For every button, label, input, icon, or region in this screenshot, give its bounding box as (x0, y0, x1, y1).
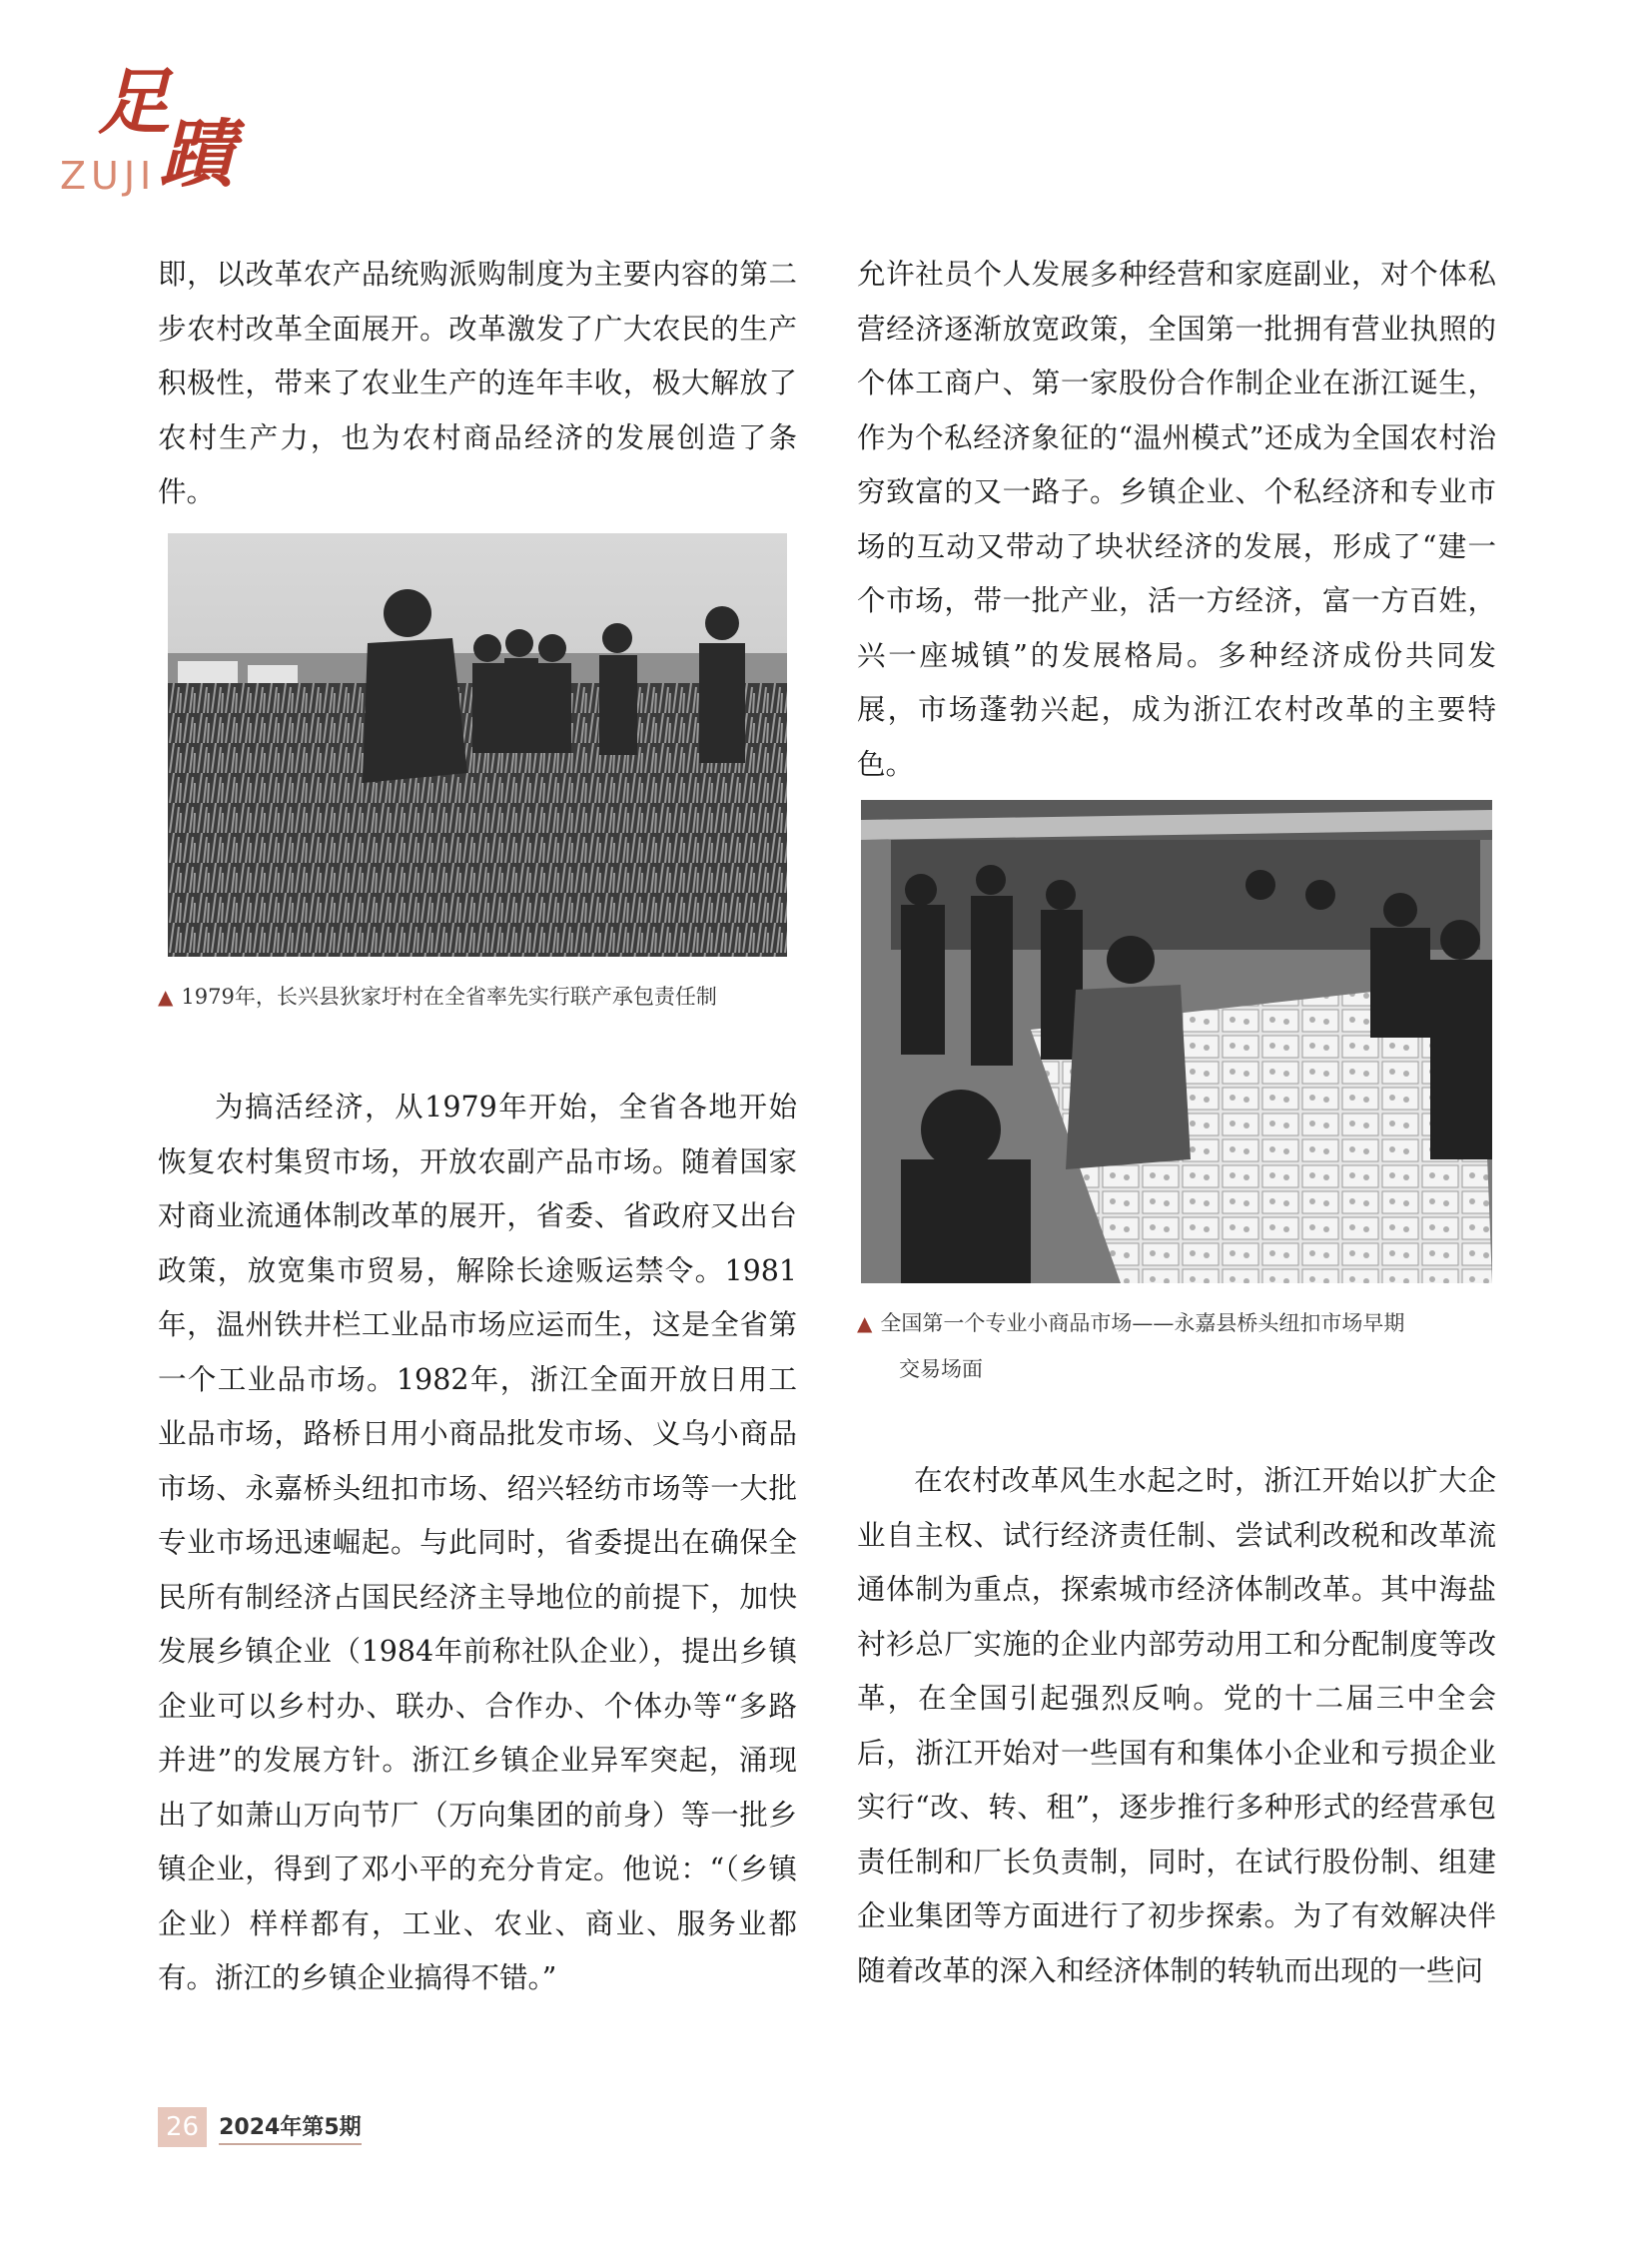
left-column-bottom-text (158, 1081, 797, 2006)
photo-farmers-in-field (168, 533, 787, 957)
photo-button-market (861, 800, 1492, 1283)
issue-label: 2024年第5期 (219, 2110, 362, 2145)
page-number: 26 (158, 2107, 207, 2147)
caption-text: 1979年，长兴县狄家圩村在全省率先实行联产承包责任制 (181, 985, 717, 1009)
left-column-top-text (158, 248, 797, 520)
triangle-marker-icon: ▲ (158, 985, 174, 1009)
paragraph: 即，以改革农产品统购派购制度为主要内容的第二步农村改革全面展开。改革激发了广大农民的生产积极性，带来了农业生产的连年丰收，极大解放了农村生产力，也为农村商品经济的发展创造了条件。 (158, 258, 797, 508)
page-footer (158, 2107, 362, 2147)
triangle-marker-icon: ▲ (857, 1311, 873, 1335)
right-column-bottom-text (857, 1454, 1496, 1998)
logo-char-2: 蹟 (160, 112, 234, 198)
paragraph: 允许社员个人发展多种经营和家庭副业，对个体私营经济逐渐放宽政策，全国第一批拥有营业执照的个体工商户、第一家股份合作制企业在浙江诞生，作为个私经济象征的“温州模式”还成为全国农村治穷致富的又一路子。乡镇企业、个私经济和专业市场的互动又带动了块状经济的发展，形成了“建一个市场，带一批产业，活一方经济，富一方百姓，兴一座城镇”的发展格局。多种经济成份共同发展，市场蓬勃兴起，成为浙江农村改革的主要特色。 (857, 258, 1496, 781)
logo-char-1: 足 (98, 59, 171, 144)
magazine-logo (60, 59, 245, 198)
paragraph: 在农村改革风生水起之时，浙江开始以扩大企业自主权、试行经济责任制、尝试利改税和改革流通体制为重点，探索城市经济体制改革。其中海盐衬衫总厂实施的企业内部劳动用工和分配制度等改革，在全国引起强烈反响。党的十二届三中全会后，浙江开始对一些国有和集体小企业和亏损企业实行“改、转、租”，逐步推行多种形式的经营承包责任制和厂长负责制，同时，在试行股份制、组建企业集团等方面进行了初步探索。为了有效解决伴随着改革的深入和经济体制的转轨而出现的一些问 (857, 1464, 1496, 1987)
photo-1-caption (158, 974, 817, 1020)
right-column-top-text (857, 248, 1496, 792)
caption-text-line-2: 交易场面 (899, 1357, 983, 1381)
photo-2-caption (857, 1300, 1496, 1392)
caption-text-line-1: 全国第一个专业小商品市场——永嘉县桥头纽扣市场早期 (880, 1311, 1405, 1335)
paragraph: 为搞活经济，从1979年开始，全省各地开始恢复农村集贸市场，开放农副产品市场。随着国家对商业流通体制改革的展开，省委、省政府又出台政策，放宽集市贸易，解除长途贩运禁令。1981年，温州铁井栏工业品市场应运而生，这是全省第一个工业品市场。1982年，浙江全面开放日用工业品市场，路桥日用小商品批发市场、义乌小商品市场、永嘉桥头纽扣市场、绍兴轻纺市场等一大批专业市场迅速崛起。与此同时，省委提出在确保全民所有制经济占国民经济主导地位的前提下，加快发展乡镇企业（1984年前称社队企业），提出乡镇企业可以乡村办、联办、合作办、个体办等“多路并进”的发展方针。浙江乡镇企业异军突起，涌现出了如萧山万向节厂（万向集团的前身）等一批乡镇企业，得到了邓小平的充分肯定。他说：“（乡镇企业）样样都有，工业、农业、商业、服务业都有。浙江的乡镇企业搞得不错。” (158, 1091, 797, 1994)
logo-latin: ZUJI (60, 154, 157, 198)
